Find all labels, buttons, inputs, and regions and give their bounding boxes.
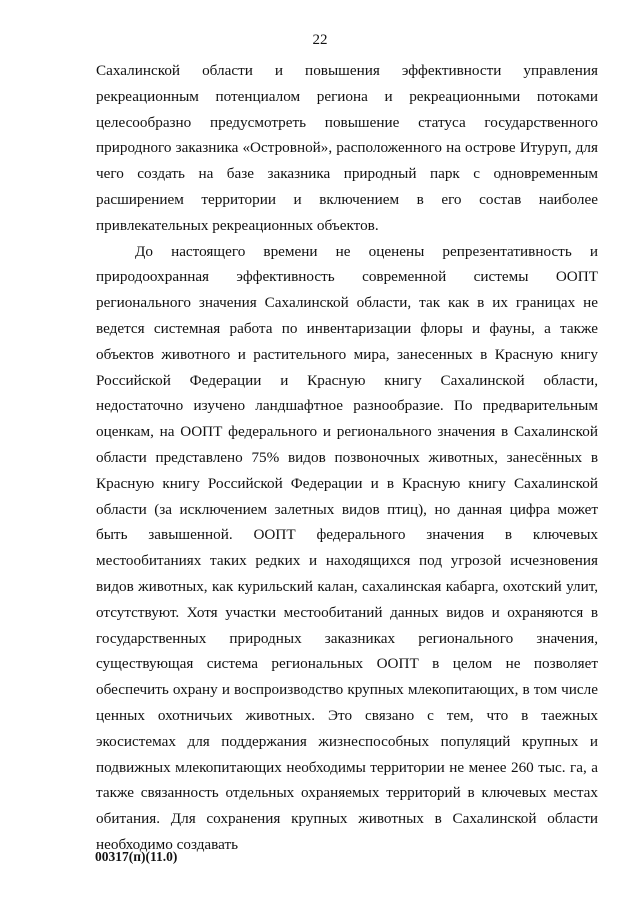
footer-document-code: 00317(п)(11.0) bbox=[95, 849, 178, 864]
paragraph-continuation: Сахалинской области и повышения эффективности управления рекреационным потенциалом региона и рекреационными потоками целесообразно предусмотреть повышение статуса государственного природного заказника «Островной», расположенного на острове Итуруп, для чего создать на базе заказника природный парк с одновременным расширением территории и включением в его состав наиболее привлекательных рекреационных объектов. bbox=[96, 62, 598, 234]
page-number: 22 bbox=[312, 32, 328, 48]
document-body bbox=[96, 58, 598, 858]
paragraph-oopt-assessment: До настоящего времени не оценены репрезентативность и природоохранная эффективность современной системы ООПТ регионального значения Сахалинской области, так как в их границах не ведется системная работа по инвентаризации флоры и фауны, а также объектов животного и растительного мира, занесенных в Красную книгу Российской Федерации и Красную книгу Сахалинской области, недостаточно изучено ландшафтное разнообразие. По предварительным оценкам, на ООПТ федерального и регионального значения в Сахалинской области представлено 75% видов позвоночных животных, занесённых в Красную книгу Российской Федерации и в Красную книгу Сахалинской области (за исключением залетных видов птиц), но данная цифра может быть завышенной. ООПТ федерального значения в ключевых местообитаниях таких редких и находящихся под угрозой исчезновения видов животных, как курильский калан, сахалинская кабарга, охотский улит, отсутствуют. Хотя участки местообитаний данных видов и охраняются в государственных природных заказниках регионального значения, существующая система региональных ООПТ в целом не позволяет обеспечить охрану и воспроизводство крупных млекопитающих, в том числе ценных охотничьих животных. Это связано с тем, что в таежных экосистемах для поддержания жизнеспособных популяций крупных и подвижных млекопитающих необходимы территории не менее 260 тыс. га, а также связанность отдельных охраняемых территорий в ключевых местах обитания. Для сохранения крупных животных в Сахалинской области необходимо создавать bbox=[96, 242, 598, 853]
